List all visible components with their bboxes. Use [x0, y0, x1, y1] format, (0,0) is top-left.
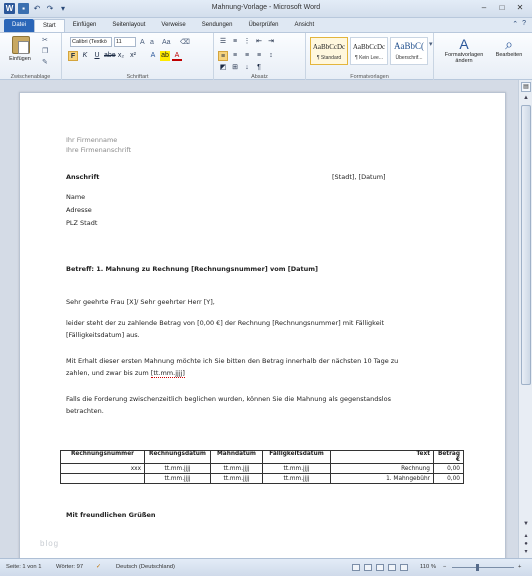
- paragraph-group-label: Absatz: [251, 74, 268, 80]
- align-center-icon[interactable]: ≡: [232, 52, 238, 59]
- collapse-ribbon-icon[interactable]: ⌃: [512, 21, 519, 28]
- print-layout-view-icon[interactable]: [352, 564, 360, 571]
- tab-ansicht[interactable]: Ansicht: [294, 22, 315, 28]
- change-case-icon[interactable]: Aa: [162, 39, 171, 46]
- style-name: Überschrif...: [395, 55, 423, 61]
- save-icon[interactable]: ▪: [18, 3, 29, 14]
- zoom-slider-track[interactable]: [452, 567, 514, 568]
- font-size-select[interactable]: 11: [114, 37, 136, 47]
- bullets-icon[interactable]: ☰: [219, 38, 227, 45]
- tab-seitenlayout[interactable]: Seitenlayout: [112, 22, 146, 28]
- style-standard[interactable]: [310, 37, 348, 65]
- city-date: [Stadt], [Datum]: [332, 173, 386, 181]
- paragraph-3-line-1: Falls die Forderung zwischenzeitlich beglichen wurden, können Sie die Mahnung als gegenstandslos: [66, 395, 391, 403]
- vertical-scrollbar[interactable]: [518, 80, 532, 558]
- paste-icon[interactable]: [12, 36, 30, 54]
- ruler-toggle-icon[interactable]: ▤: [521, 82, 531, 92]
- company-name: Ihr Firmenname: [66, 136, 118, 144]
- recipient-plz-city: PLZ Stadt: [66, 219, 98, 227]
- title-bar: [0, 0, 532, 18]
- show-formatting-icon[interactable]: ¶: [257, 64, 261, 71]
- borders-icon[interactable]: ⊞: [232, 64, 238, 71]
- table-cell: tt.mm.jjjj: [211, 464, 263, 474]
- font-color-icon[interactable]: A: [172, 51, 182, 61]
- zoom-in-icon[interactable]: +: [518, 564, 522, 570]
- invoice-table: [60, 450, 464, 484]
- style-sample: AaBbCcDc: [312, 43, 346, 51]
- table-cell: tt.mm.jjjj: [263, 464, 331, 474]
- scroll-down-icon[interactable]: ▼: [523, 521, 529, 527]
- tab-datei[interactable]: Datei: [4, 19, 34, 32]
- paragraph-3-line-2: betrachten.: [66, 407, 104, 415]
- bold-button[interactable]: F: [68, 51, 78, 61]
- grow-font-icon[interactable]: A: [140, 39, 145, 46]
- font-name-select[interactable]: Calibri (Textkö: [70, 37, 112, 47]
- clear-format-icon[interactable]: ⌫: [180, 39, 190, 46]
- table-cell: tt.mm.jjjj: [145, 474, 211, 484]
- clipboard-group-label: Zwischenablage: [10, 74, 51, 80]
- document-page[interactable]: [19, 92, 506, 558]
- style-name: ¶ Kein Lee...: [355, 55, 383, 61]
- table-row: [61, 464, 464, 474]
- shading-icon[interactable]: ◩: [219, 64, 227, 71]
- ribbon: [0, 32, 532, 80]
- table-row: [61, 474, 464, 484]
- window-title: Mahnung-Vorlage - Microsoft Word: [211, 4, 321, 11]
- table-header-row: [61, 451, 464, 464]
- increase-indent-icon[interactable]: ⇥: [268, 38, 274, 45]
- underline-button[interactable]: U: [94, 52, 100, 59]
- subscript-button[interactable]: x₂: [117, 52, 125, 59]
- salutation: Sehr geehrte Frau [X]/ Sehr geehrter Herr [Y],: [66, 298, 215, 306]
- style-name: ¶ Standard: [316, 55, 342, 61]
- zoom-level[interactable]: 110 %: [420, 564, 437, 570]
- table-cell: xxx: [61, 464, 145, 474]
- editing-button[interactable]: [490, 36, 528, 58]
- change-styles-button[interactable]: [438, 36, 490, 64]
- editing-label: Bearbeiten: [495, 52, 523, 58]
- full-screen-view-icon[interactable]: [364, 564, 372, 571]
- cut-icon[interactable]: ✂: [42, 37, 48, 44]
- scroll-up-icon[interactable]: ▲: [523, 95, 529, 101]
- clipboard-group: [0, 33, 62, 81]
- word-count[interactable]: Wörter: 97: [56, 564, 84, 570]
- draft-view-icon[interactable]: [400, 564, 408, 571]
- page-count[interactable]: Seite: 1 von 1: [6, 564, 42, 570]
- table-cell: tt.mm.jjjj: [263, 474, 331, 484]
- paragraph-1-line-1: leider steht der zu zahlende Betrag von [0,00 €] der Rechnung [Rechnungsnummer] mit Fälligkeit: [66, 319, 385, 327]
- tab-sendungen[interactable]: Sendungen: [201, 22, 233, 28]
- table-cell: tt.mm.jjjj: [145, 464, 211, 474]
- text-effects-icon[interactable]: A: [150, 52, 156, 59]
- scrollbar-thumb[interactable]: [521, 105, 531, 385]
- copy-icon[interactable]: ❐: [42, 48, 49, 55]
- table-cell: [61, 474, 145, 484]
- proofing-icon[interactable]: ✓: [96, 564, 101, 570]
- strikethrough-button[interactable]: abe: [104, 52, 116, 59]
- redo-icon[interactable]: ↷: [46, 4, 54, 13]
- multilevel-list-icon[interactable]: ⋮: [243, 38, 251, 45]
- column-header: Fälligkeitsdatum: [263, 451, 331, 464]
- table-cell: tt.mm.jjjj: [211, 474, 263, 484]
- column-header: Rechnungsnummer: [61, 451, 145, 464]
- style-kein-leerraum[interactable]: [350, 37, 388, 65]
- table-cell: 0,00: [434, 474, 464, 484]
- help-icon[interactable]: ?: [522, 20, 526, 27]
- customize-dropdown-icon[interactable]: ▾: [60, 4, 65, 13]
- column-header: Rechnungsdatum: [145, 451, 211, 464]
- zoom-out-icon[interactable]: −: [443, 564, 447, 570]
- paste-button[interactable]: Einfügen: [9, 56, 31, 62]
- style-sample: AaBbCcDc: [352, 43, 386, 51]
- watermark-text: blog: [40, 539, 60, 548]
- zoom-slider-knob[interactable]: [476, 564, 479, 571]
- tab-ueberpruefen[interactable]: Überprüfen: [248, 22, 279, 28]
- font-group-label: Schriftart: [126, 74, 149, 80]
- tab-verweise[interactable]: Verweise: [161, 22, 186, 28]
- styles-scroll-icon[interactable]: ▾: [429, 41, 433, 48]
- outline-view-icon[interactable]: [388, 564, 396, 571]
- format-painter-icon[interactable]: ✎: [42, 59, 48, 66]
- next-page-icon[interactable]: ▾: [524, 549, 528, 555]
- paragraph-1-line-2: [Fälligkeitsdatum] aus.: [66, 331, 140, 339]
- decrease-indent-icon[interactable]: ⇤: [256, 38, 262, 45]
- browse-object-icon[interactable]: ●: [524, 541, 528, 547]
- column-header: Mahndatum: [211, 451, 263, 464]
- language-indicator[interactable]: Deutsch (Deutschland): [116, 564, 175, 570]
- superscript-button[interactable]: x²: [130, 52, 136, 59]
- table-cell: 0,00: [434, 464, 464, 474]
- justify-icon[interactable]: ≡: [256, 52, 262, 59]
- style-sample: AaBbC(: [394, 41, 424, 51]
- style-ueberschrift[interactable]: [390, 37, 428, 65]
- italic-button[interactable]: K: [82, 52, 88, 59]
- web-layout-view-icon[interactable]: [376, 564, 384, 571]
- table-cell: 1. Mahngebühr: [331, 474, 434, 484]
- recipient-address: Adresse: [66, 206, 92, 214]
- change-styles-icon: A: [459, 36, 469, 52]
- maximize-button[interactable]: □: [499, 3, 505, 12]
- company-address: Ihre Firmenanschrift: [66, 146, 132, 154]
- word-app-icon[interactable]: W: [5, 4, 14, 13]
- numbering-icon[interactable]: ≡: [232, 38, 238, 45]
- minimize-button[interactable]: –: [481, 3, 487, 12]
- previous-page-icon[interactable]: ▴: [524, 533, 528, 539]
- undo-icon[interactable]: ↶: [33, 4, 41, 13]
- align-right-icon[interactable]: ≡: [244, 52, 250, 59]
- status-bar: [0, 558, 532, 576]
- paragraph-2-line-2: [66, 369, 185, 378]
- close-button[interactable]: ✕: [516, 3, 524, 12]
- shrink-font-icon[interactable]: a: [150, 39, 154, 46]
- align-left-icon[interactable]: ≡: [218, 51, 228, 61]
- tab-start[interactable]: Start: [34, 19, 65, 32]
- line-spacing-icon[interactable]: ↕: [269, 52, 273, 59]
- column-header: Betrag €: [434, 451, 464, 464]
- tab-einfuegen[interactable]: Einfügen: [72, 22, 97, 28]
- subject-line: Betreff: 1. Mahnung zu Rechnung [Rechnungsnummer] vom [Datum]: [66, 265, 318, 273]
- due-date-placeholder: [tt.mm.jjjj]: [150, 369, 185, 377]
- column-header: Text: [331, 451, 434, 464]
- highlight-icon[interactable]: ab: [161, 52, 169, 59]
- recipient-name: Name: [66, 193, 86, 201]
- change-styles-label: Formatvorlagen ändern: [444, 52, 484, 64]
- document-area: [0, 80, 520, 558]
- sort-icon[interactable]: ↓: [245, 64, 249, 71]
- address-label: Anschrift: [66, 173, 100, 181]
- paragraph-2-prefix: zahlen, und zwar bis zum: [66, 369, 151, 377]
- styles-group-label: Formatvorlagen: [350, 74, 389, 80]
- closing-line: Mit freundlichen Grüßen: [66, 511, 156, 519]
- paragraph-2-line-1: Mit Erhalt dieser ersten Mahnung möchte ich Sie bitten den Betrag innerhalb der nächsten 10 Tage zu: [66, 357, 399, 365]
- table-cell: Rechnung: [331, 464, 434, 474]
- ribbon-tabs: [0, 18, 532, 32]
- find-icon: ⌕: [505, 36, 513, 52]
